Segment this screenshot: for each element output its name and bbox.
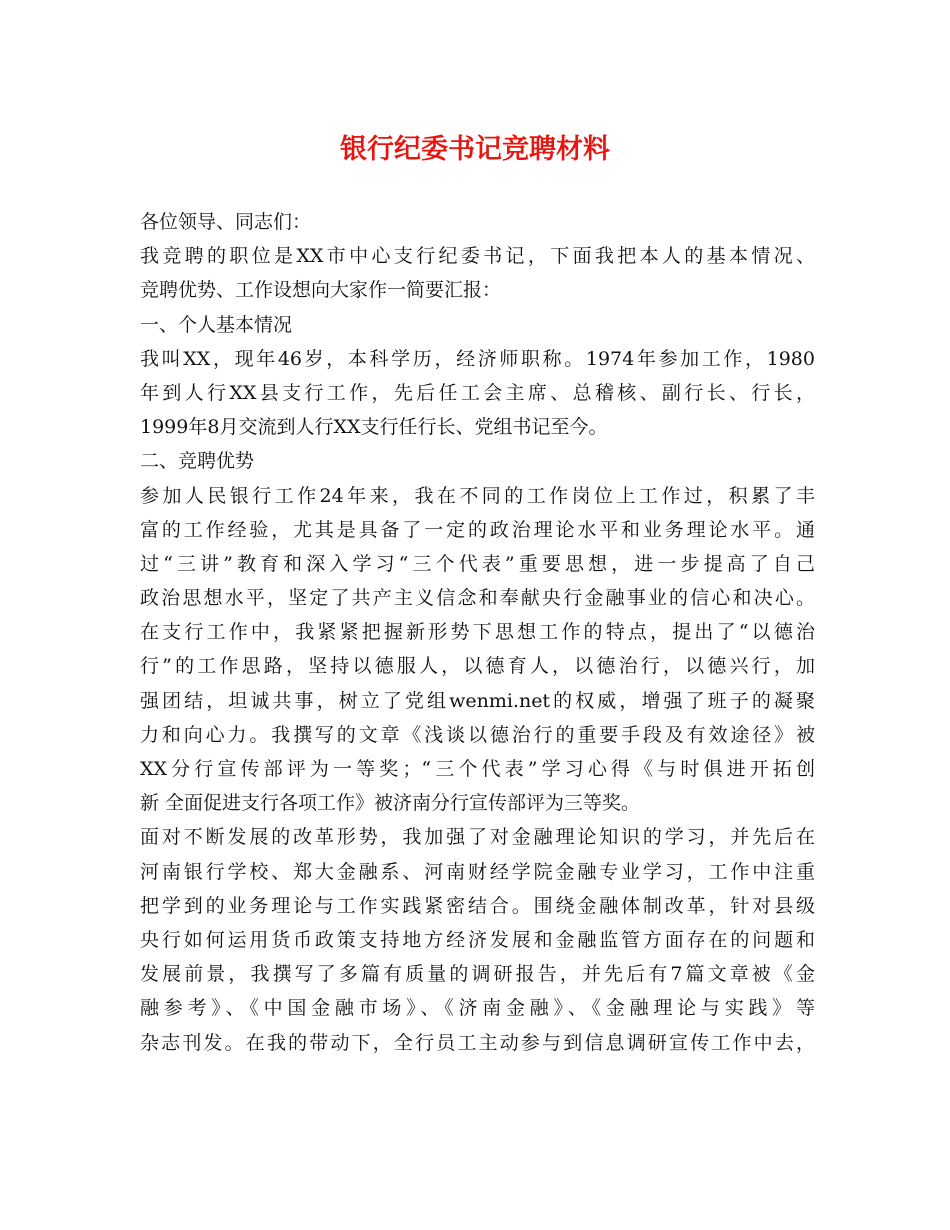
text-line: 杂志刊发。在我的带动下，全行员工主动参与到信息调研宣传工作中去，	[140, 1031, 815, 1054]
text-line: 融参考》、《中国金融市场》、《济南金融》、《金融理论与实践》等	[140, 997, 815, 1020]
text-line: 发展前景，我撰写了多篇有质量的调研报告，并先后有7篇文章被《金	[140, 963, 815, 986]
text-line: 新 全面促进支行各项工作》被济南分行宣传部评为三等奖。	[140, 792, 641, 815]
text-line: 在支行工作中，我紧紧把握新形势下思想工作的特点，提出了“以德治	[140, 621, 815, 644]
document-body	[140, 205, 815, 1060]
text-line: 我叫XX，现年46岁，本科学历，经济师职称。1974年参加工作，1980	[140, 347, 815, 370]
text-line: 行”的工作思路，坚持以德服人，以德育人，以德治行，以德兴行，加	[140, 655, 815, 678]
text-line: 竞聘优势、工作设想向大家作一简要汇报：	[140, 279, 502, 302]
text-line: 我竞聘的职位是XX市中心支行纪委书记，下面我把本人的基本情况、	[140, 245, 815, 268]
text-line: 1999年8月交流到人行XX支行任行长、党组书记至今。	[140, 416, 608, 439]
text-line: 河南银行学校、郑大金融系、河南财经学院金融专业学习，工作中注重	[140, 860, 815, 883]
text-line: 强团结，坦诚共事，树立了党组wenmi.net的权威，增强了班子的凝聚	[140, 689, 815, 712]
document-title: 银行纪委书记竞聘材料	[340, 134, 610, 165]
text-line: 二、竞聘优势	[140, 450, 255, 473]
text-line: 参加人民银行工作24年来，我在不同的工作岗位上工作过，积累了丰	[140, 484, 815, 507]
text-line: 力和向心力。我撰写的文章《浅谈以德治行的重要手段及有效途径》被	[140, 723, 815, 746]
text-line: 央行如何运用货币政策支持地方经济发展和金融监管方面存在的问题和	[140, 928, 815, 951]
text-line: 各位领导、同志们：	[140, 211, 312, 233]
text-line: 富的工作经验，尤其是具备了一定的政治理论水平和业务理论水平。通	[140, 518, 815, 541]
text-line: 一、个人基本情况	[140, 313, 293, 336]
text-line: 政治思想水平，坚定了共产主义信念和奉献央行金融事业的信心和决心。	[140, 587, 815, 610]
text-line: 过“三讲”教育和深入学习“三个代表”重要思想，进一步提高了自己	[140, 552, 815, 575]
text-line: 面对不断发展的改革形势，我加强了对金融理论知识的学习，并先后在	[140, 826, 815, 849]
text-line: XX分行宣传部评为一等奖；“三个代表”学习心得《与时俱进开拓创	[140, 758, 815, 780]
text-line: 年到人行XX县支行工作，先后任工会主席、总稽核、副行长、行长，	[140, 381, 815, 404]
text-line: 把学到的业务理论与工作实践紧密结合。围绕金融体制改革，针对县级	[140, 894, 815, 917]
